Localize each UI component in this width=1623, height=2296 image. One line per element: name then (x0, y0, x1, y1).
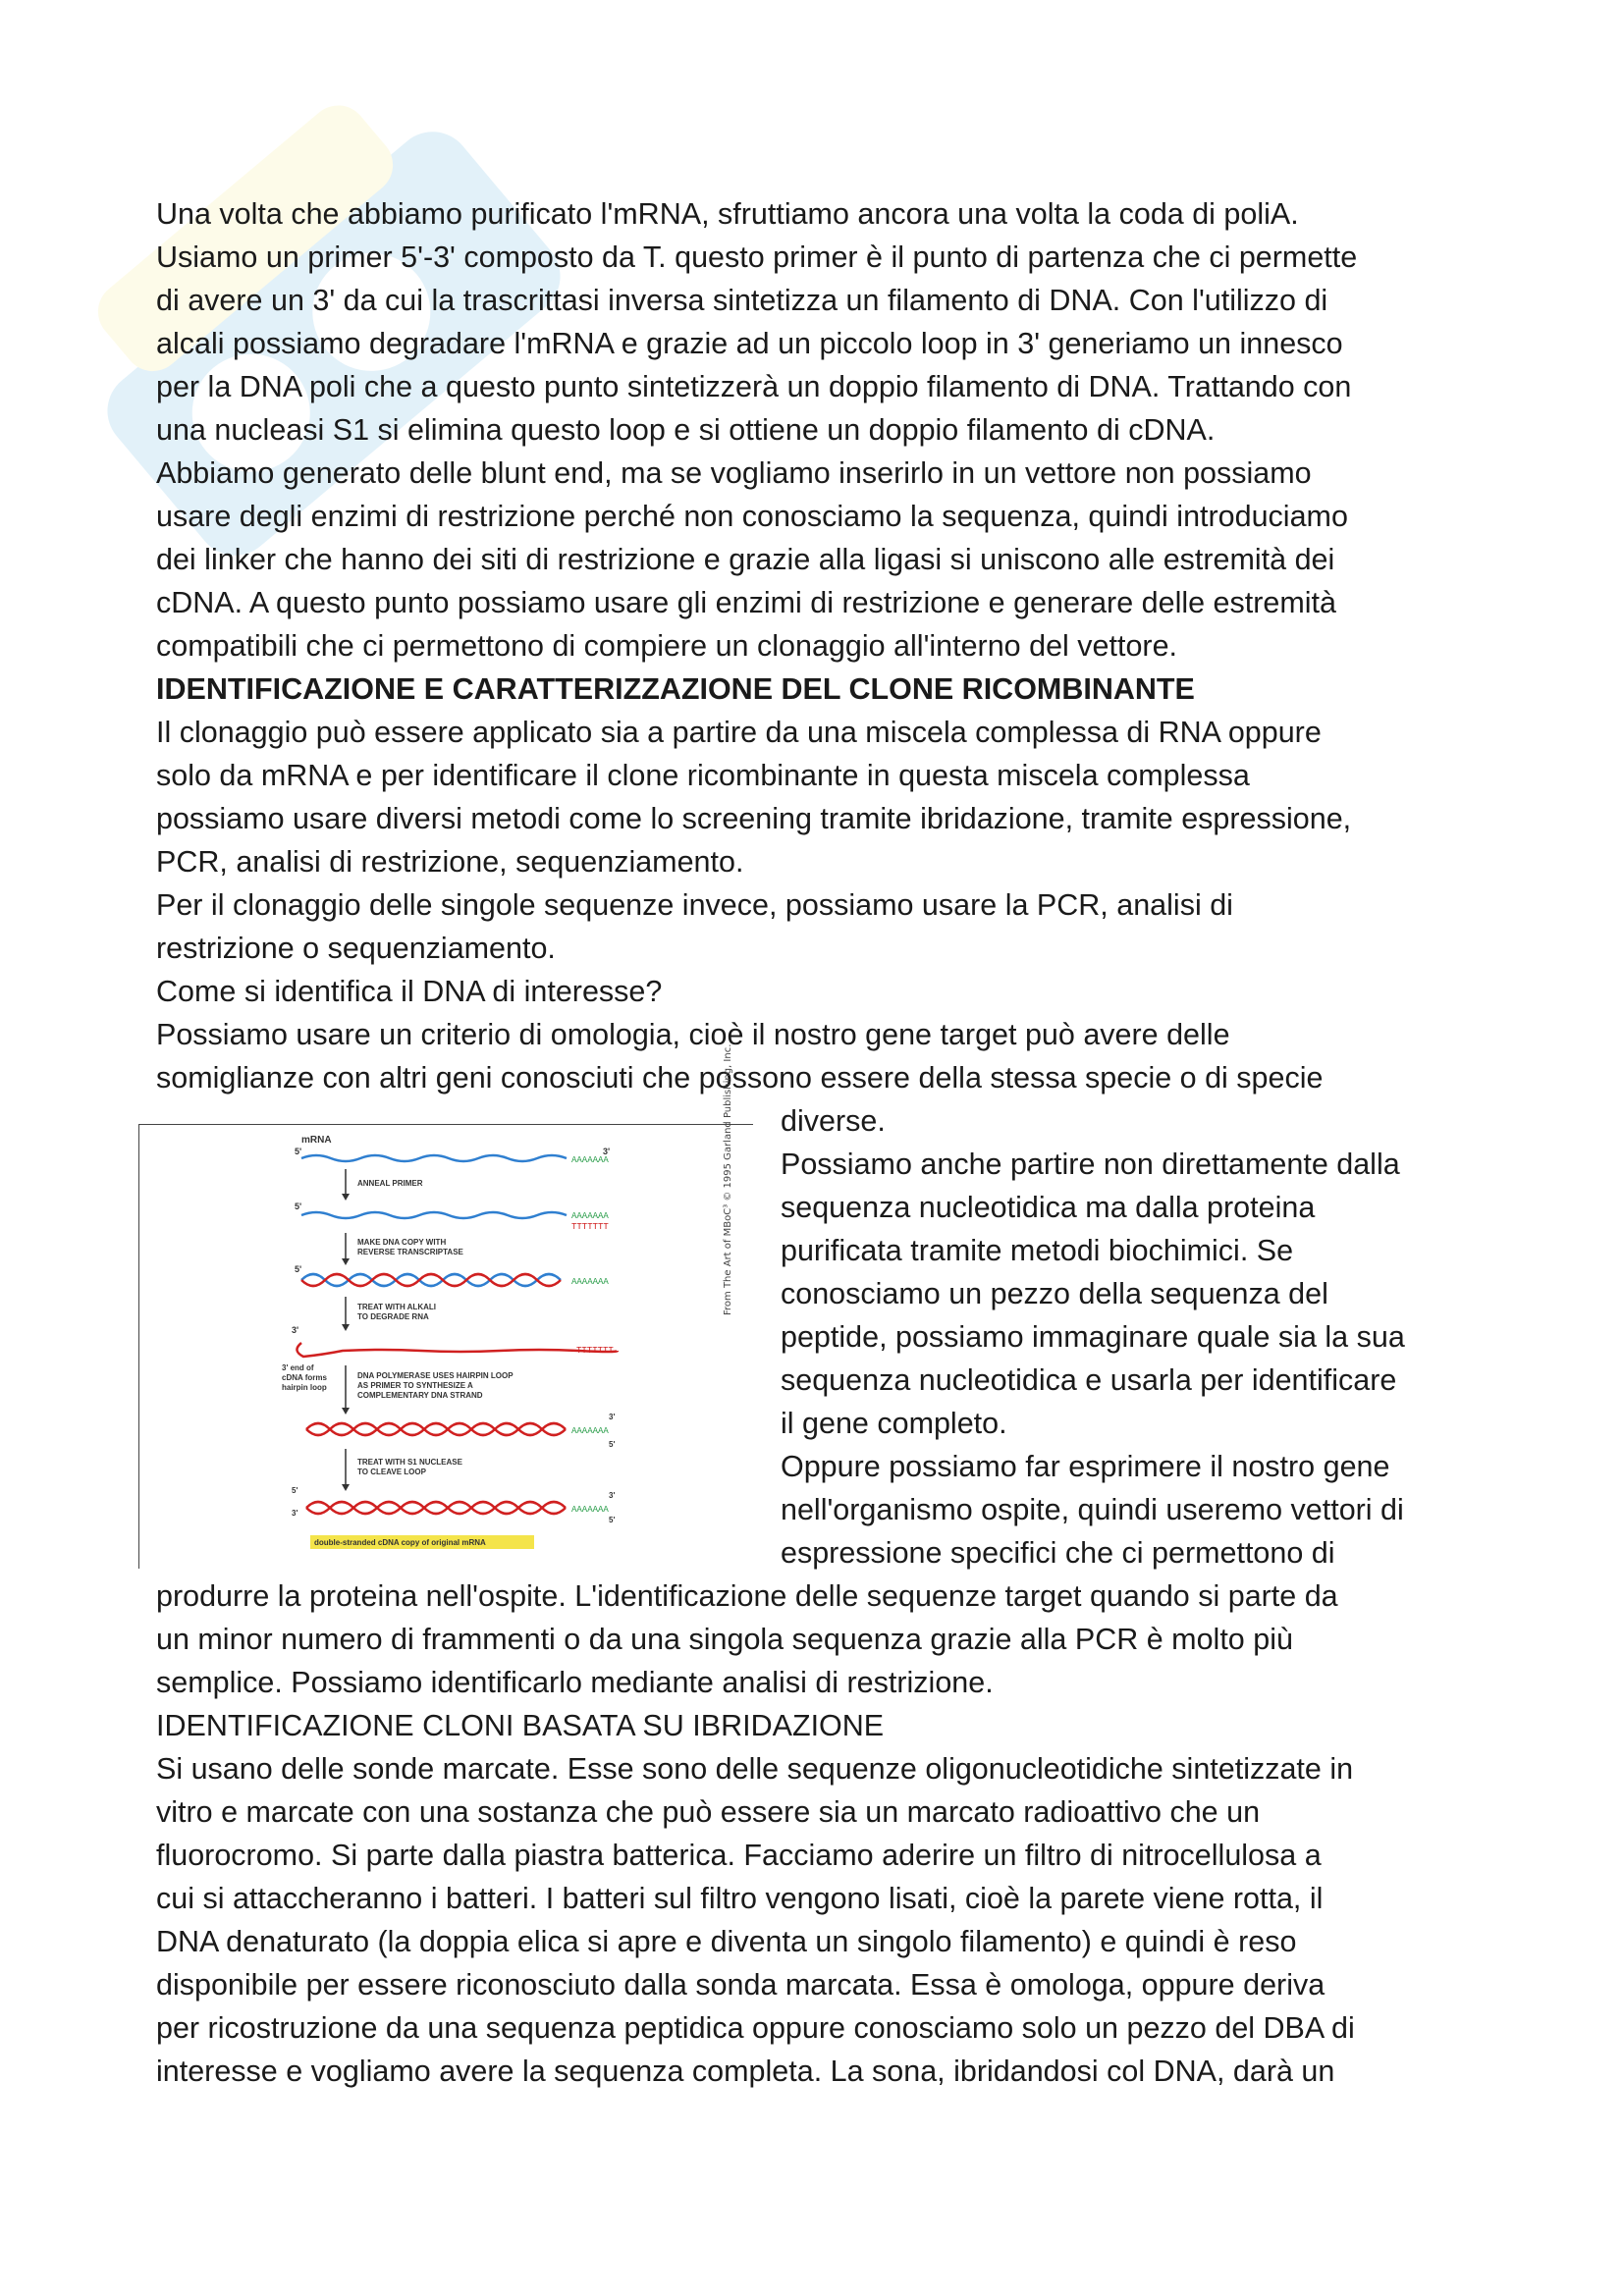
step-polymerase-3: COMPLEMENTARY DNA STRAND (357, 1391, 483, 1400)
three-prime-label: 3' (609, 1413, 616, 1421)
cdna-synthesis-diagram (139, 1125, 753, 1569)
text-line: diverse. (781, 1104, 886, 1138)
text-line: per ricostruzione da una sequenza peptidica oppure conosciamo solo un pezzo del DBA di (156, 2011, 1355, 2045)
text-line: Oppure possiamo far esprimere il nostro gene (781, 1450, 1390, 1483)
poly-a-tail: AAAAAAA (571, 1211, 609, 1221)
text-line: Una volta che abbiamo purificato l'mRNA, sfruttiamo ancora una volta la coda di poliA. (156, 197, 1299, 231)
text-line: fluorocromo. Si parte dalla piastra batterica. Facciamo aderire un filtro di nitrocellulosa a (156, 1839, 1322, 1872)
text-line: solo da mRNA e per identificare il clone ricombinante in questa miscela complessa (156, 759, 1250, 792)
text-line: semplice. Possiamo identificarlo mediante analisi di restrizione. (156, 1666, 994, 1699)
poly-t: TTTTTTT (576, 1346, 614, 1356)
mrna-label: mRNA (301, 1135, 332, 1146)
step-alkali-2: TO DEGRADE RNA (357, 1312, 429, 1321)
text-line: per la DNA poli che a questo punto sintetizzerà un doppio filamento di DNA. Trattando con (156, 370, 1352, 403)
text-line: di avere un 3' da cui la trascrittasi inversa sintetizza un filamento di DNA. Con l'utilizzo di (156, 284, 1328, 317)
text-line: Usiamo un primer 5'-3' composto da T. questo primer è il punto di partenza che ci permette (156, 240, 1358, 274)
figure-credit: From The Art of MBoC³ © 1995 Garland Publishing, Inc. (723, 1043, 733, 1315)
text-line: Come si identifica il DNA di interesse? (156, 975, 663, 1008)
text-line: una nucleasi S1 si elimina questo loop e si ottiene un doppio filamento di cDNA. (156, 413, 1216, 447)
text-line: DNA denaturato (la doppia elica si apre e diventa un singolo filamento) e quindi è reso (156, 1925, 1297, 1958)
text-line: compatibili che ci permettono di compiere un clonaggio all'interno del vettore. (156, 629, 1178, 663)
text-line: somiglianze con altri geni conosciuti che possono essere della stessa specie o di specie (156, 1061, 1324, 1095)
five-prime-label: 5' (609, 1516, 616, 1524)
cdna-synthesis-figure (138, 1124, 753, 1569)
five-prime-label: 5' (295, 1264, 302, 1274)
step-s1: TREAT WITH S1 NUCLEASE (357, 1458, 462, 1467)
poly-a-tail: AAAAAAA (571, 1277, 609, 1287)
text-line: sequenza nucleotidica ma dalla proteina (781, 1191, 1316, 1224)
text-line: Abbiamo generato delle blunt end, ma se vogliamo inserirlo in un vettore non possiamo (156, 456, 1312, 490)
text-line: conosciamo un pezzo della sequenza del (781, 1277, 1328, 1310)
step-alkali: TREAT WITH ALKALI (357, 1303, 436, 1311)
five-prime-label: 5' (292, 1486, 298, 1495)
text-line: dei linker che hanno dei siti di restrizione e grazie alla ligasi si uniscono alle estremità dei (156, 543, 1335, 576)
arrow-head (342, 1484, 350, 1491)
text-line: usare degli enzimi di restrizione perché non conosciamo la sequenza, quindi introduciamo (156, 500, 1348, 533)
text-line: nell'organismo ospite, quindi useremo vettori di (781, 1493, 1404, 1526)
cdna-strand (297, 1343, 618, 1357)
section-heading: IDENTIFICAZIONE E CARATTERIZZAZIONE DEL CLONE RICOMBINANTE (156, 672, 1195, 706)
step-polymerase: DNA POLYMERASE USES HAIRPIN LOOP (357, 1371, 514, 1380)
text-line: un minor numero di frammenti o da una singola sequenza grazie alla PCR è molto più (156, 1623, 1293, 1656)
section-heading: IDENTIFICAZIONE CLONI BASATA SU IBRIDAZIONE (156, 1709, 885, 1742)
step-anneal: ANNEAL PRIMER (357, 1179, 423, 1188)
arrow-head (342, 1258, 350, 1265)
mrna-strand (301, 1155, 567, 1161)
text-line: cui si attaccheranno i batteri. I batteri sul filtro vengono lisati, cioè la parete viene rotta, il (156, 1882, 1324, 1915)
text-line: alcali possiamo degradare l'mRNA e grazie ad un piccolo loop in 3' generiamo un innesco (156, 327, 1343, 360)
poly-a-tail: AAAAAAA (571, 1155, 609, 1165)
text-line: restrizione o sequenziamento. (156, 932, 556, 965)
arrow-head (342, 1324, 350, 1331)
text-line: Il clonaggio può essere applicato sia a partire da una miscela complessa di RNA oppure (156, 716, 1322, 749)
text-line: Si usano delle sonde marcate. Esse sono delle sequenze oligonucleotidiche sintetizzate in (156, 1752, 1354, 1786)
hairpin-note-2: cDNA forms (282, 1373, 327, 1382)
text-line: sequenza nucleotidica e usarla per identificare (781, 1363, 1397, 1397)
three-prime-label: 3' (292, 1325, 299, 1335)
poly-t-primer: TTTTTTT (571, 1222, 609, 1232)
text-line: possiamo usare diversi metodi come lo screening tramite ibridazione, tramite espressione, (156, 802, 1352, 835)
arrow-head (342, 1194, 350, 1201)
text-line: vitro e marcate con una sostanza che può essere sia un marcato radioattivo che un (156, 1795, 1261, 1829)
text-line: peptide, possiamo immaginare quale sia la sua (781, 1320, 1405, 1354)
step-make-copy: MAKE DNA COPY WITH (357, 1238, 447, 1247)
five-prime-label: 5' (295, 1147, 302, 1156)
text-line: disponibile per essere riconosciuto dalla sonda marcata. Essa è omologa, oppure deriva (156, 1968, 1325, 2002)
text-line: Possiamo anche partire non direttamente dalla (781, 1148, 1400, 1181)
text-line: espressione specifici che ci permettono di (781, 1536, 1335, 1570)
three-prime-label: 3' (292, 1509, 298, 1518)
hairpin-note: 3' end of (282, 1363, 314, 1372)
text-line: Per il clonaggio delle singole sequenze invece, possiamo usare la PCR, analisi di (156, 888, 1233, 922)
poly-a-tail: AAAAAAA (571, 1426, 609, 1436)
text-line: produrre la proteina nell'ospite. L'identificazione delle sequenze target quando si parte da (156, 1579, 1338, 1613)
poly-a-tail: AAAAAAA (571, 1505, 609, 1515)
step-s1-2: TO CLEAVE LOOP (357, 1468, 426, 1476)
arrow-head (342, 1408, 350, 1415)
text-line: Possiamo usare un criterio di omologia, cioè il nostro gene target può avere delle (156, 1018, 1230, 1051)
step-polymerase-2: AS PRIMER TO SYNTHESIZE A (357, 1381, 473, 1390)
five-prime-label: 5' (609, 1440, 616, 1449)
step-make-copy-2: REVERSE TRANSCRIPTASE (357, 1248, 463, 1256)
text-line: cDNA. A questo punto possiamo usare gli enzimi di restrizione e generare delle estremità (156, 586, 1336, 619)
three-prime-label: 3' (609, 1491, 616, 1500)
five-prime-label: 5' (295, 1201, 302, 1211)
text-line: PCR, analisi di restrizione, sequenziamento. (156, 845, 744, 879)
figure-caption: double-stranded cDNA copy of original mRNA (314, 1538, 486, 1547)
text-line: il gene completo. (781, 1407, 1007, 1440)
text-line: interesse e vogliamo avere la sequenza completa. La sona, ibridandosi col DNA, darà un (156, 2055, 1335, 2088)
three-prime-label: 3' (603, 1147, 611, 1156)
text-line: purificata tramite metodi biochimici. Se (781, 1234, 1294, 1267)
mrna-strand (301, 1212, 567, 1218)
hairpin-note-3: hairpin loop (282, 1383, 327, 1392)
